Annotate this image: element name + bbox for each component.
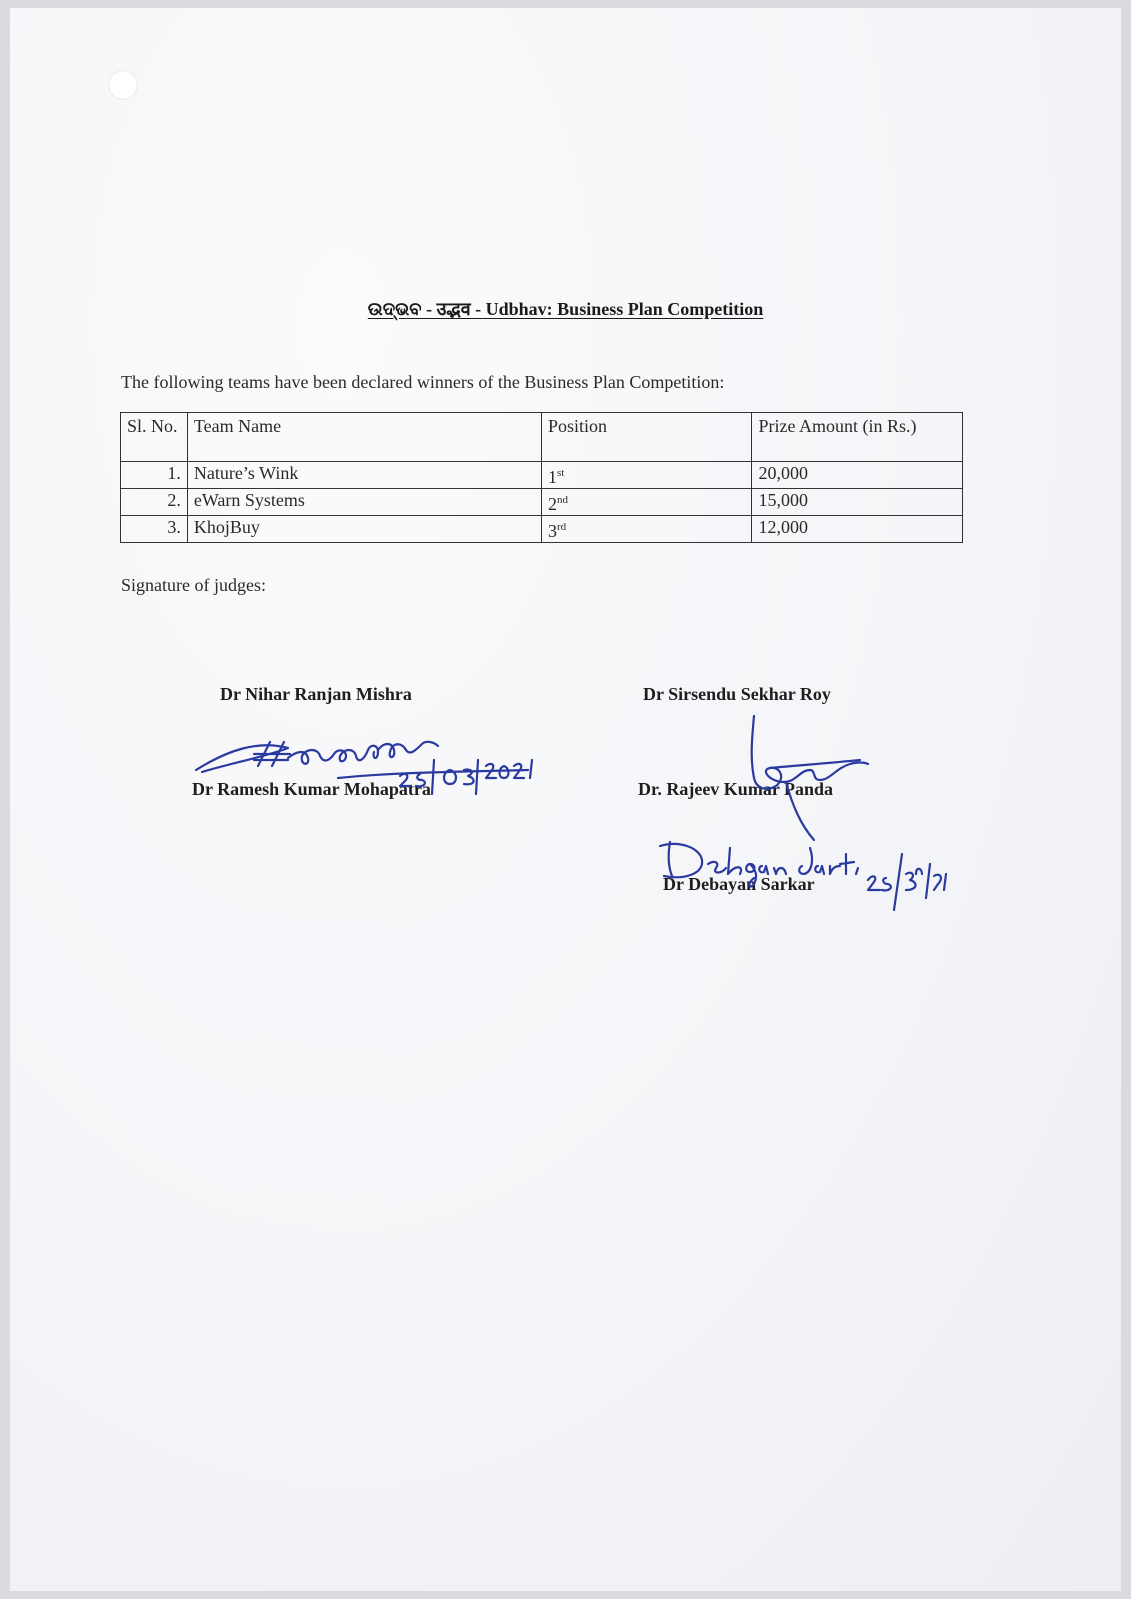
header-position: Position bbox=[541, 413, 752, 462]
document-page bbox=[10, 8, 1121, 1591]
row-team: KhojBuy bbox=[187, 516, 541, 543]
header-team-name: Team Name bbox=[187, 413, 541, 462]
row-sl: 3. bbox=[121, 516, 188, 543]
row-team: Nature’s Wink bbox=[187, 462, 541, 489]
table-row bbox=[121, 516, 963, 543]
judge-name-5: Dr Debayan Sarkar bbox=[663, 874, 815, 894]
judge-name-2: Dr Sirsendu Sekhar Roy bbox=[643, 684, 831, 704]
row-position: 1st bbox=[541, 462, 752, 489]
row-position: 2nd bbox=[541, 489, 752, 516]
table-header-row bbox=[121, 413, 963, 462]
row-prize: 20,000 bbox=[752, 462, 963, 489]
header-prize-amount: Prize Amount (in Rs.) bbox=[752, 413, 963, 462]
document-title: ଉଦ୍ଭବ - उद्भव - Udbhav: Business Plan Competition bbox=[367, 299, 764, 319]
row-sl: 1. bbox=[121, 462, 188, 489]
signature-mohapatra bbox=[188, 720, 548, 800]
signature-roy bbox=[740, 708, 880, 848]
judge-name-3: Dr Ramesh Kumar Mohapatra bbox=[192, 779, 431, 799]
intro-text: The following teams have been declared winners of the Business Plan Competition: bbox=[121, 372, 725, 392]
row-prize: 15,000 bbox=[752, 489, 963, 516]
row-position: 3rd bbox=[541, 516, 752, 543]
signature-sarkar bbox=[650, 834, 960, 924]
signature-label: Signature of judges: bbox=[121, 575, 266, 595]
punch-hole bbox=[108, 70, 138, 100]
judge-name-4: Dr. Rajeev Kumar Panda bbox=[638, 779, 833, 799]
row-prize: 12,000 bbox=[752, 516, 963, 543]
winners-table bbox=[120, 412, 963, 543]
row-team: eWarn Systems bbox=[187, 489, 541, 516]
table-row bbox=[121, 489, 963, 516]
table-row bbox=[121, 462, 963, 489]
judge-name-1: Dr Nihar Ranjan Mishra bbox=[220, 684, 412, 704]
header-sl-no: Sl. No. bbox=[121, 413, 188, 462]
row-sl: 2. bbox=[121, 489, 188, 516]
